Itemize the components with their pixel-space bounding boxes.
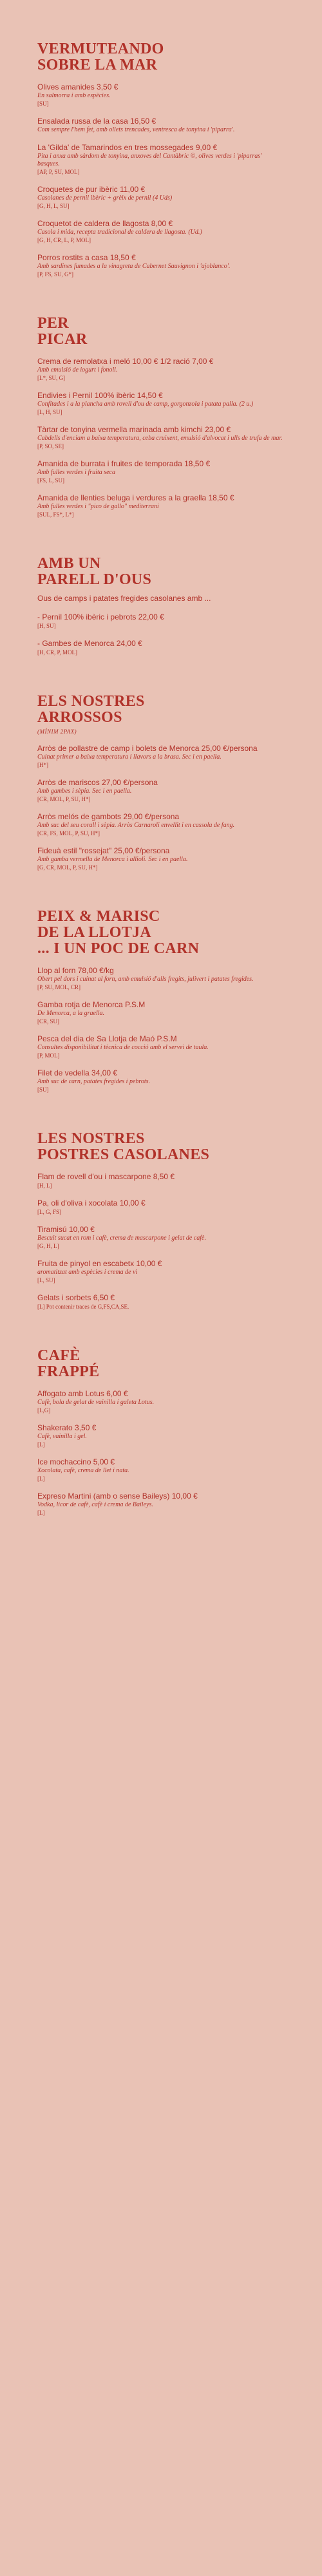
section-title [37, 316, 285, 348]
item-description: Amb gambes i sèpia. Sec i en paella. [37, 788, 132, 795]
allergen-tags: [CR, MOL, P, SU, H*] [37, 796, 91, 802]
allergen-tags: [L] [37, 1475, 45, 1482]
item-name-price: Arròs de mariscos 27,00 €/persona [37, 778, 158, 787]
menu-item [37, 1259, 285, 1284]
menu-section [37, 316, 285, 518]
item-name-price: Ensalada russa de la casa 16,50 € [37, 117, 156, 126]
allergen-tags: [L, SU] [37, 1277, 55, 1283]
menu-item [37, 612, 285, 630]
menu-item [37, 143, 285, 176]
menu-item [37, 846, 285, 871]
menu-item [37, 1293, 285, 1311]
menu-section [37, 556, 285, 656]
section-title-line: FRAPPÉ [37, 1363, 100, 1380]
item-description: Casola i mida, recepta tradicional de caldera de llagosta. (Ud.) [37, 229, 202, 236]
item-name-price: Croquetes de pur ibèric 11,00 € [37, 185, 146, 194]
item-name-price: Pa, oli d'oliva i xocolata 10,00 € [37, 1198, 146, 1208]
item-name-price: Tàrtar de tonyina vermella marinada amb kimchi 23,00 € [37, 425, 231, 434]
allergen-tags: [H, L] [37, 1182, 52, 1189]
item-description: Obert pel dors i cuinat al forn, amb emulsió d'alls fregits, julivert i patates fregides. [37, 976, 254, 983]
section-title [37, 909, 285, 957]
menu-item [37, 357, 285, 382]
menu-item [37, 391, 285, 416]
menu-item [37, 1000, 285, 1025]
allergen-tags: [P, FS, SU, G*] [37, 271, 74, 278]
section-title-line: PARELL D'OUS [37, 571, 152, 588]
item-description: Confitades i a la plancha amb rovell d'ou de camp, gorgonzola i patata palla. (2 u.) [37, 401, 254, 408]
item-description: Amb fulles verdes i "pico de gallo" mediterrani [37, 503, 159, 510]
item-description: Xocolata, cafè, crema de llet i nata. [37, 1467, 129, 1474]
item-description: Cafè, bola de gelat de vainilla i galeta Lotus. [37, 1399, 155, 1406]
allergen-tags: [CR, FS, MOL, P, SU, H*] [37, 830, 100, 837]
menu-item [37, 744, 285, 769]
section-intro: Ous de camps i patates fregides casolanes amb ... [37, 594, 211, 603]
item-name-price: Pesca del dia de Sa Llotja de Maó P.S.M [37, 1034, 177, 1043]
allergen-tags: [P, SO, SE] [37, 443, 64, 450]
item-description: Consultes disponibilitat i tècnica de cocció amb el servei de taula. [37, 1044, 209, 1051]
section-title-line: VERMUTEANDO [37, 41, 164, 57]
menu-item [37, 639, 285, 656]
menu-item [37, 493, 285, 518]
allergen-tags: [FS, L, SU] [37, 477, 65, 484]
allergen-tags: [G, CR, MOL, P, SU, H*] [37, 864, 98, 871]
item-name-price: Amanida de llenties beluga i verdures a la graella 18,50 € [37, 493, 234, 502]
item-name-price: Croquetot de caldera de llagosta 8,00 € [37, 219, 173, 228]
menu-item [37, 253, 285, 278]
item-name-price: Ice mochaccino 5,00 € [37, 1457, 115, 1466]
item-name-price: Crema de remolatxa i meló 10,00 € 1/2 ració 7,00 € [37, 357, 214, 366]
allergen-tags: [L] [37, 1441, 45, 1448]
item-description: Vodka, licor de cafè, cafè i crema de Baileys. [37, 1501, 153, 1508]
section-title-line: DE LA LLOTJA [37, 924, 151, 941]
section-title [37, 1348, 285, 1380]
item-name-price: Arròs melós de gambots 29,00 €/persona [37, 812, 180, 821]
section-title-line: ... I UN POC DE CARN [37, 940, 200, 957]
item-name-price: Porros rostits a casa 18,50 € [37, 253, 136, 262]
menu-item [37, 219, 285, 244]
item-name-price: Llop al forn 78,00 €/kg [37, 966, 114, 975]
allergen-tags: [L, G, FS] [37, 1209, 62, 1215]
section-title [37, 41, 285, 73]
section-title-line: POSTRES CASOLANES [37, 1146, 210, 1163]
item-description: En salmorra i amb espècies. [37, 92, 111, 99]
item-description: Com sempre l'hem fet, amb ollets trencades, ventresca de tonyina i 'piparra'. [37, 126, 235, 133]
section-subtitle: (MÍNIM 2PAX) [37, 728, 77, 735]
menu-section [37, 41, 285, 278]
menu-item [37, 966, 285, 991]
item-name-price: Fideuà estil "rossejat" 25,00 €/persona [37, 846, 170, 855]
section-title-line: ELS NOSTRES [37, 693, 145, 710]
allergen-tags: [L] Pot contenir traces de G,FS,CA,SE. [37, 1303, 129, 1310]
section-title-line: ARROSSOS [37, 709, 122, 726]
allergen-tags: [G, H, L] [37, 1243, 59, 1249]
section-title-line: LES NOSTRES [37, 1130, 145, 1147]
allergen-tags: [SU] [37, 100, 49, 107]
menu-item [37, 1389, 285, 1414]
section-title [37, 694, 285, 726]
item-name-price: Filet de vedella 34,00 € [37, 1068, 118, 1077]
menu-item [37, 1423, 285, 1448]
allergen-tags: [SUL, FS*, L*] [37, 511, 74, 518]
menu-item [37, 1068, 285, 1094]
allergen-tags: [G, H, L, SU] [37, 203, 70, 209]
allergen-tags: [L, H, SU] [37, 409, 62, 415]
item-description: Cafè, vainilla i gel. [37, 1433, 87, 1440]
section-title-line: PICAR [37, 331, 88, 348]
section-title-line: PER [37, 315, 69, 332]
section-title [37, 1131, 285, 1163]
item-name-price: Fruita de pinyol en escabetx 10,00 € [37, 1259, 162, 1268]
section-title-line: SOBRE LA MAR [37, 57, 158, 73]
allergen-tags: [P, MOL] [37, 1052, 60, 1059]
item-name-price: Flam de rovell d'ou i mascarpone 8,50 € [37, 1172, 175, 1181]
item-description: Amb fulles verdes i fruita seca [37, 469, 115, 476]
allergen-tags: [H, SU] [37, 623, 56, 629]
item-description: Amb suc de carn, patates fregides i pebrots. [37, 1078, 151, 1085]
item-name-price: - Pernil 100% ibèric i pebrots 22,00 € [37, 612, 285, 622]
menu-item [37, 812, 285, 837]
item-name-price: Tiramisú 10,00 € [37, 1225, 95, 1234]
item-name-price: Olives amanides 3,50 € [37, 82, 118, 91]
menu-item [37, 1198, 285, 1216]
allergen-tags: [SU] [37, 1086, 49, 1093]
item-name-price: Gelats i sorbets 6,50 € [37, 1293, 115, 1302]
item-name-price: La 'Gilda' de Tamarindos en tres mossegades 9,00 € [37, 143, 218, 152]
item-description: Cuinat primer a baixa temperatura i llavors a la brasa. Sec i en paella. [37, 753, 222, 761]
item-description: Amb emulsió de iogurt i fonoll. [37, 366, 118, 374]
menu-item [37, 459, 285, 484]
section-title-line: PEIX & MARISC [37, 908, 160, 925]
allergen-tags: [P, SU, MOL, CR] [37, 984, 81, 990]
item-name-price: Shakerato 3,50 € [37, 1423, 97, 1432]
item-description: Amb sardines fumades a la vinagreta de Cabernet Sauvignon i 'ajoblanco'. [37, 263, 231, 270]
allergen-tags: [L,G] [37, 1407, 51, 1414]
item-name-price: Endivies i Pernil 100% ibèric 14,50 € [37, 391, 163, 400]
item-name-price: Amanida de burrata i fruites de temporada 18,50 € [37, 459, 211, 468]
allergen-tags: [L*, SU, G] [37, 375, 65, 381]
allergen-tags: [AP, P, SU, MOL] [37, 169, 80, 175]
menu-item [37, 82, 285, 108]
menu-item [37, 778, 285, 803]
menu-item [37, 1457, 285, 1482]
item-description: Casolanes de pernil ibèric + grèix de pernil (4 Uds) [37, 194, 173, 202]
section-title [37, 556, 285, 588]
allergen-tags: [L] [37, 1510, 45, 1516]
allergen-tags: [H, CR, P, MOL] [37, 649, 78, 656]
item-name-price: Expreso Martini (amb o sense Baileys) 10,00 € [37, 1492, 198, 1501]
menu-section [37, 909, 285, 1094]
item-description: De Menorca, a la graella. [37, 1010, 105, 1017]
section-title-line: CAFÈ [37, 1347, 80, 1364]
item-name-price: - Gambes de Menorca 24,00 € [37, 639, 285, 649]
item-name-price: Arròs de pollastre de camp i bolets de Menorca 25,00 €/persona [37, 744, 258, 753]
item-name-price: Affogato amb Lotus 6,00 € [37, 1389, 128, 1398]
menu-section [37, 1131, 285, 1311]
menu-item [37, 185, 285, 210]
menu-item [37, 1225, 285, 1250]
allergen-tags: [CR, SU] [37, 1018, 60, 1025]
menu-section [37, 1348, 285, 1517]
allergen-tags: [G, H, CR, L, P, MOL] [37, 237, 91, 243]
item-description: aromatitzat amb espècies i crema de vi [37, 1269, 138, 1276]
menu-item [37, 1492, 285, 1517]
menu-item [37, 1172, 285, 1189]
item-name-price: Gamba rotja de Menorca P.S.M [37, 1000, 146, 1009]
item-description: Cabdells d'enciam a baixa temperatura, ceba cruixent, emulsió d'alvocat i ulls de trufa de mar. [37, 435, 283, 442]
item-description: Amb gamba vermella de Menorca i allioli. Sec i en paella. [37, 856, 188, 863]
item-description: Bescuit sucat en rom i cafè, crema de mascarpone i gelat de cafè. [37, 1235, 206, 1242]
menu-item [37, 1034, 285, 1059]
item-description: Pita i anxa amb sàrdom de tonyina, anxoves del Cantàbric ©, olives verdes i 'piparras' basques. [37, 153, 262, 167]
menu-item [37, 425, 285, 450]
item-description: Amb suc del seu corall i sèpia. Arròs Carnaroli envellit i en cassola de fang. [37, 822, 235, 829]
section-title-line: AMB UN [37, 555, 101, 572]
menu-item [37, 117, 285, 134]
menu-section [37, 694, 285, 871]
allergen-tags: [H*] [37, 762, 48, 768]
